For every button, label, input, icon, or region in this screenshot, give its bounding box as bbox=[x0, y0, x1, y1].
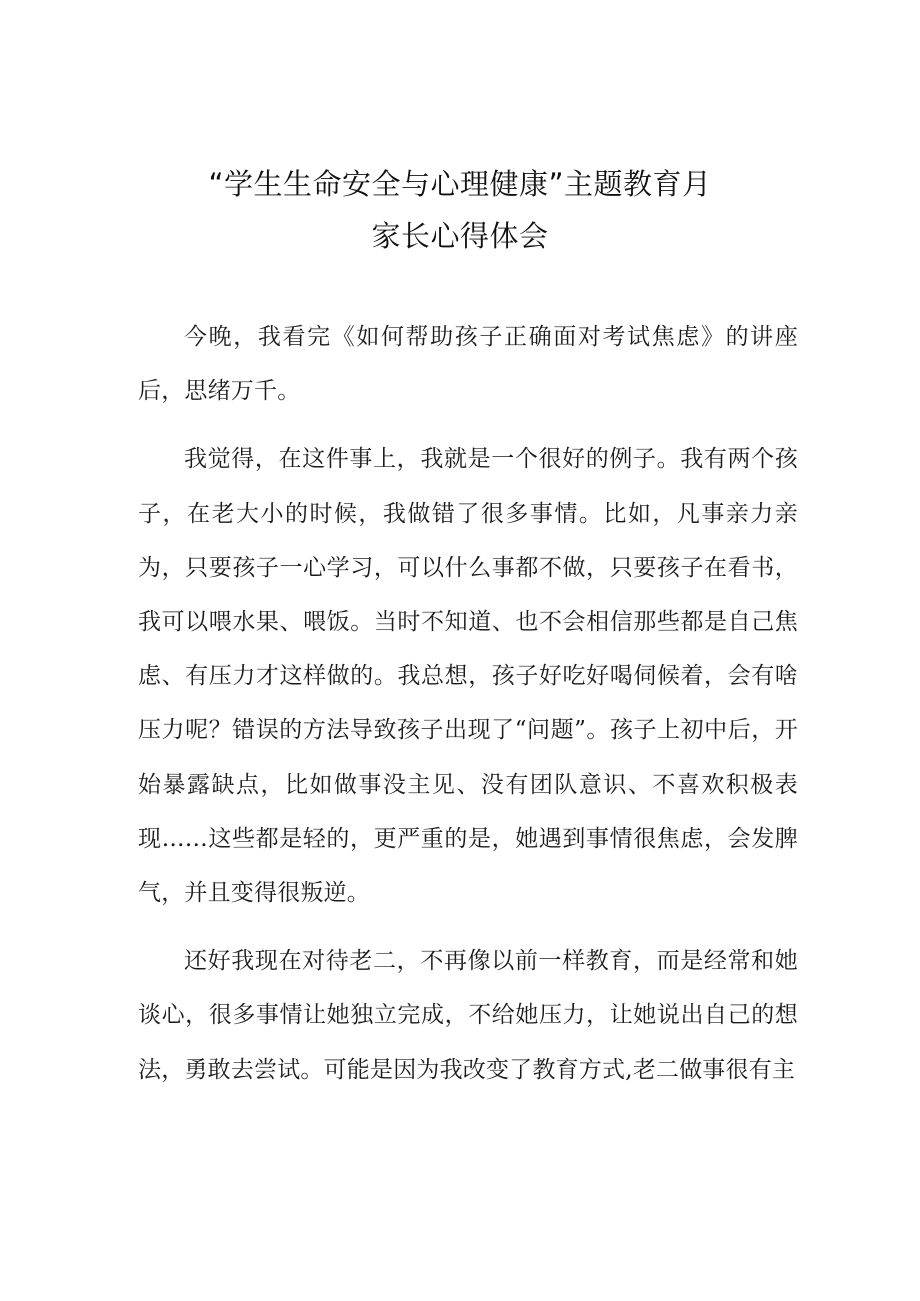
paragraph-2: 我觉得，在这件事上，我就是一个很好的例子。我有两个孩子，在老大小的时候，我做错了很多事情。比如，凡事亲力亲为，只要孩子一心学习，可以什么事都不做，只要孩子在看书，我可以喂水果、喂饭。当时不知道、也不会相信那些都是自己焦虑、有压力才这样做的。我总想，孩子好吃好喝伺候着，会有啥压力呢？错误的方法导致孩子出现了“问题”。孩子上初中后，开始暴露缺点，比如做事没主见、没有团队意识、不喜欢积极表现……这些都是轻的，更严重的是，她遇到事情很焦虑，会发脾气，并且变得很叛逆。 bbox=[138, 446, 798, 907]
paragraph-3: 还好我现在对待老二，不再像以前一样教育，而是经常和她谈心，很多事情让她独立完成，不给她压力，让她说出自己的想法，勇敢去尝试。可能是因为我改变了教育方式,老二做事很有主 bbox=[138, 948, 798, 1083]
document-title-line-2: 家长心得体会 bbox=[371, 219, 549, 253]
document-title-line-1: “学生生命安全与心理健康”主题教育月 bbox=[208, 167, 712, 201]
document-body bbox=[138, 310, 798, 1111]
paragraph-1: 今晚，我看完《如何帮助孩子正确面对考试焦虑》的讲座后，思绪万千。 bbox=[138, 324, 798, 405]
